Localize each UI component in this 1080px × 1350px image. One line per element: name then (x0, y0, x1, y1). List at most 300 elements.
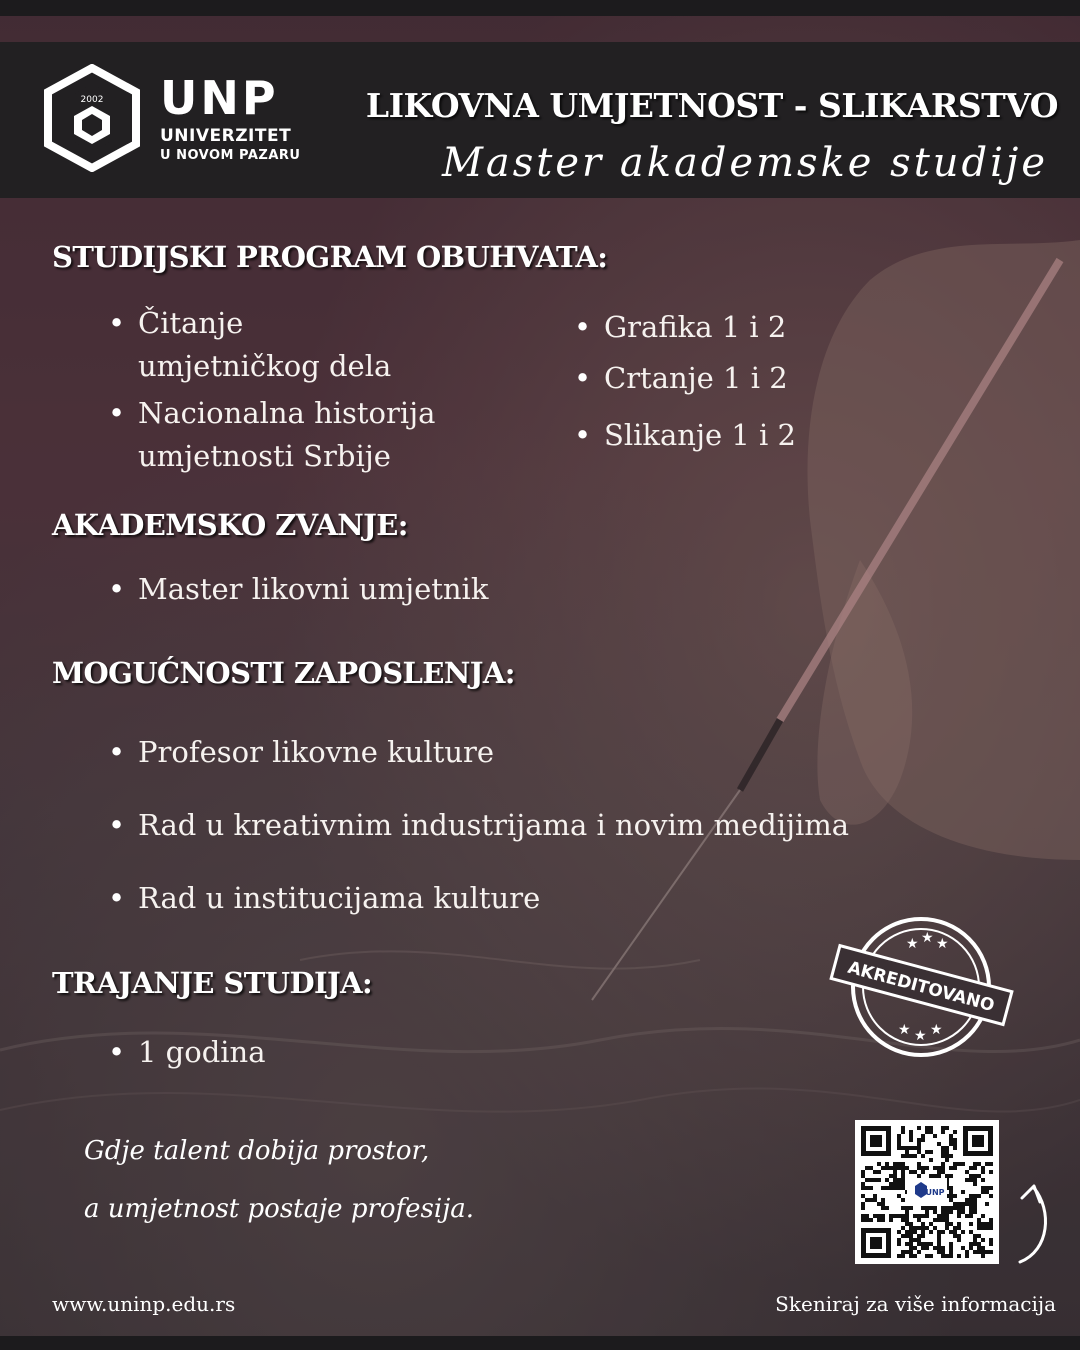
list-item (108, 392, 435, 478)
qr-module (905, 1222, 909, 1226)
qr-module (953, 1130, 957, 1134)
qr-module (937, 1142, 941, 1146)
qr-module (925, 1166, 929, 1170)
qr-module (981, 1186, 985, 1190)
brand-block (160, 71, 301, 163)
qr-module (917, 1126, 921, 1130)
qr-module (961, 1246, 965, 1250)
qr-module (989, 1162, 993, 1166)
qr-module (933, 1206, 937, 1210)
qr-module (973, 1166, 977, 1170)
qr-module (937, 1230, 941, 1234)
qr-module (901, 1198, 905, 1202)
list-item: • Rad u kreativnim industrijama i novim medijima (108, 804, 849, 847)
qr-module (981, 1178, 985, 1182)
qr-module (909, 1238, 913, 1242)
qr-module (905, 1150, 909, 1154)
qr-module (961, 1190, 965, 1194)
qr-module (877, 1214, 881, 1218)
qr-module (953, 1166, 957, 1170)
qr-module (913, 1154, 917, 1158)
qr-module (945, 1218, 949, 1222)
qr-module (897, 1162, 901, 1166)
qr-module (865, 1166, 869, 1170)
qr-module (885, 1186, 889, 1190)
qr-module (969, 1178, 973, 1182)
website-link[interactable]: www.uninp.edu.rs (52, 1292, 236, 1316)
qr-module (929, 1150, 933, 1154)
svg-text:★: ★ (921, 930, 934, 946)
qr-module (957, 1210, 961, 1214)
qr-module (949, 1154, 953, 1158)
qr-module (977, 1218, 981, 1222)
motto-line-1: Gdje talent dobija prostor, (84, 1136, 430, 1166)
qr-module (917, 1234, 921, 1238)
qr-module (917, 1250, 921, 1254)
qr-module (897, 1138, 901, 1142)
qr-module (901, 1226, 905, 1230)
qr-module (909, 1206, 913, 1210)
qr-module (933, 1246, 937, 1250)
qr-module (989, 1242, 993, 1246)
qr-module (973, 1238, 977, 1242)
qr-module (869, 1178, 873, 1182)
qr-module (989, 1250, 993, 1254)
qr-module (941, 1166, 945, 1170)
qr-module (929, 1254, 933, 1258)
qr-module (921, 1222, 925, 1226)
list-item-line-1: Nacionalna historija (138, 396, 436, 430)
qr-module (953, 1230, 957, 1234)
qr-module (969, 1202, 973, 1206)
qr-module (989, 1170, 993, 1174)
qr-module (861, 1202, 865, 1206)
qr-module (873, 1214, 877, 1218)
qr-module (861, 1214, 865, 1218)
program-list-left (108, 302, 435, 478)
logo-year: 2002 (80, 95, 104, 105)
qr-module (905, 1210, 909, 1214)
qr-module (865, 1178, 869, 1182)
qr-module (901, 1146, 905, 1150)
qr-module (921, 1214, 925, 1218)
qr-module (897, 1134, 901, 1138)
accredited-stamp-icon (826, 912, 1016, 1062)
qr-module (881, 1186, 885, 1190)
qr-module (949, 1254, 953, 1258)
jobs-heading: MOGUĆNOSTI ZAPOSLENJA: (52, 656, 515, 690)
qr-module (901, 1182, 905, 1186)
qr-module (989, 1218, 993, 1222)
qr-module (877, 1178, 881, 1182)
qr-module (981, 1254, 985, 1258)
qr-module (969, 1222, 973, 1226)
qr-module (885, 1178, 889, 1182)
qr-module (953, 1226, 957, 1230)
qr-module (917, 1142, 921, 1146)
qr-module (905, 1206, 909, 1210)
qr-module (905, 1166, 909, 1170)
qr-module (925, 1214, 929, 1218)
qr-module (949, 1198, 953, 1202)
qr-module (861, 1218, 865, 1222)
qr-module (969, 1206, 973, 1210)
program-title: LIKOVNA UMJETNOST - SLIKARSTVO (365, 86, 1058, 125)
qr-module (885, 1166, 889, 1170)
qr-module (941, 1246, 945, 1250)
qr-module (945, 1214, 949, 1218)
qr-module (861, 1182, 865, 1186)
qr-module (937, 1218, 941, 1222)
qr-module (957, 1254, 961, 1258)
qr-module (881, 1166, 885, 1170)
qr-module (889, 1182, 893, 1186)
qr-module (925, 1210, 929, 1214)
qr-logo-label: UNP (925, 1188, 945, 1197)
qr-module (925, 1242, 929, 1246)
qr-module (909, 1146, 913, 1150)
qr-module (973, 1182, 977, 1186)
qr-module (949, 1166, 953, 1170)
qr-module (965, 1202, 969, 1206)
qr-module (985, 1186, 989, 1190)
qr-module (969, 1246, 973, 1250)
curved-arrow-icon (1010, 1180, 1060, 1266)
qr-module (981, 1246, 985, 1250)
qr-module (933, 1166, 937, 1170)
qr-module (921, 1154, 925, 1158)
qr-module (889, 1186, 893, 1190)
qr-module (925, 1126, 929, 1130)
list-item: • Master likovni umjetnik (108, 568, 488, 611)
qr-module (941, 1210, 945, 1214)
qr-module (981, 1214, 985, 1218)
qr-module (965, 1198, 969, 1202)
qr-module (961, 1210, 965, 1214)
qr-module (921, 1226, 925, 1230)
qr-module (989, 1226, 993, 1230)
qr-module (949, 1186, 953, 1190)
university-logo-icon (44, 64, 140, 172)
qr-module (957, 1162, 961, 1166)
qr-module (981, 1250, 985, 1254)
qr-module (969, 1194, 973, 1198)
qr-module (949, 1222, 953, 1226)
qr-module (909, 1130, 913, 1134)
qr-module (901, 1206, 905, 1210)
qr-module (929, 1130, 933, 1134)
degree-list (108, 568, 488, 611)
qr-module (873, 1194, 877, 1198)
qr-module (933, 1134, 937, 1138)
qr-module (985, 1226, 989, 1230)
qr-module (869, 1186, 873, 1190)
qr-module (945, 1206, 949, 1210)
qr-module (933, 1218, 937, 1222)
qr-module (957, 1214, 961, 1218)
qr-module (989, 1194, 993, 1198)
qr-module (893, 1166, 897, 1170)
qr-module (861, 1174, 865, 1178)
qr-module (909, 1250, 913, 1254)
qr-module (921, 1242, 925, 1246)
qr-module (881, 1214, 885, 1218)
qr-module (953, 1206, 957, 1210)
qr-module (937, 1238, 941, 1242)
qr-module (901, 1166, 905, 1170)
qr-module (929, 1174, 933, 1178)
qr-module (865, 1198, 869, 1202)
qr-module (913, 1230, 917, 1234)
qr-module (929, 1242, 933, 1246)
qr-module (953, 1234, 957, 1238)
program-heading: STUDIJSKI PROGRAM OBUHVATA: (52, 240, 608, 274)
qr-module (985, 1190, 989, 1194)
qr-module (917, 1218, 921, 1222)
qr-module (945, 1146, 949, 1150)
qr-module (913, 1170, 917, 1174)
qr-module (957, 1206, 961, 1210)
qr-module (977, 1226, 981, 1230)
qr-module (973, 1174, 977, 1178)
qr-module (929, 1222, 933, 1226)
qr-module (897, 1146, 901, 1150)
qr-module (925, 1246, 929, 1250)
list-item: • Slikanje 1 i 2 (574, 414, 796, 457)
qr-module (973, 1206, 977, 1210)
qr-module (933, 1210, 937, 1214)
qr-module (881, 1202, 885, 1206)
qr-module (925, 1150, 929, 1154)
qr-module (909, 1170, 913, 1174)
qr-module (921, 1230, 925, 1234)
svg-text:★: ★ (898, 1022, 911, 1038)
qr-module (885, 1206, 889, 1210)
qr-module (941, 1130, 945, 1134)
qr-code[interactable] (855, 1120, 999, 1264)
qr-module (917, 1166, 921, 1170)
qr-module (897, 1182, 901, 1186)
qr-module (969, 1242, 973, 1246)
qr-module (985, 1250, 989, 1254)
qr-module (909, 1230, 913, 1234)
qr-module (861, 1170, 865, 1174)
qr-module (953, 1202, 957, 1206)
qr-module (917, 1162, 921, 1166)
duration-list (108, 1031, 266, 1074)
stamp-label: AKREDITOVANO (845, 957, 997, 1017)
qr-module (861, 1206, 865, 1210)
qr-module (873, 1170, 877, 1174)
brand-line-2: U NOVOM PAZARU (160, 148, 301, 163)
qr-module (945, 1150, 949, 1154)
qr-module (973, 1178, 977, 1182)
qr-module (989, 1238, 993, 1242)
qr-module (905, 1154, 909, 1158)
qr-module (905, 1242, 909, 1246)
qr-module (973, 1210, 977, 1214)
qr-module (977, 1234, 981, 1238)
qr-module (969, 1210, 973, 1214)
qr-module (949, 1242, 953, 1246)
degree-heading: AKADEMSKO ZVANJE: (52, 508, 408, 542)
qr-module (941, 1170, 945, 1174)
qr-module (953, 1138, 957, 1142)
qr-module (937, 1242, 941, 1246)
qr-module (941, 1254, 945, 1258)
qr-module (921, 1246, 925, 1250)
qr-module (953, 1162, 957, 1166)
qr-module (961, 1162, 965, 1166)
qr-module (901, 1234, 905, 1238)
qr-module (893, 1170, 897, 1174)
qr-module (941, 1150, 945, 1154)
qr-module (949, 1250, 953, 1254)
qr-module (981, 1222, 985, 1226)
qr-module (941, 1206, 945, 1210)
qr-module (877, 1218, 881, 1222)
qr-module (881, 1198, 885, 1202)
list-item (108, 302, 435, 388)
qr-module (977, 1162, 981, 1166)
qr-module (917, 1150, 921, 1154)
qr-module (941, 1214, 945, 1218)
qr-module (909, 1242, 913, 1246)
qr-module (973, 1194, 977, 1198)
qr-module (969, 1230, 973, 1234)
qr-module (917, 1146, 921, 1150)
qr-module (945, 1222, 949, 1226)
svg-text:★: ★ (930, 1022, 943, 1038)
qr-module (877, 1202, 881, 1206)
qr-module (985, 1162, 989, 1166)
list-item-line-2: umjetnosti Srbije (138, 439, 391, 473)
qr-module (929, 1126, 933, 1130)
qr-module (949, 1194, 953, 1198)
qr-module (861, 1186, 865, 1190)
qr-module (985, 1202, 989, 1206)
qr-module (973, 1234, 977, 1238)
qr-module (949, 1138, 953, 1142)
qr-module (929, 1206, 933, 1210)
qr-module (937, 1250, 941, 1254)
qr-module (917, 1138, 921, 1142)
top-strip (0, 0, 1080, 16)
qr-module (901, 1178, 905, 1182)
qr-module (937, 1246, 941, 1250)
qr-module (953, 1142, 957, 1146)
qr-module (921, 1234, 925, 1238)
qr-module (901, 1186, 905, 1190)
qr-module (945, 1226, 949, 1230)
qr-module (985, 1222, 989, 1226)
qr-module (957, 1234, 961, 1238)
qr-module (933, 1174, 937, 1178)
qr-module (969, 1198, 973, 1202)
qr-module (957, 1238, 961, 1242)
qr-module (977, 1222, 981, 1226)
qr-module (893, 1162, 897, 1166)
qr-module (921, 1170, 925, 1174)
list-item-line-1: Čitanje (138, 306, 244, 340)
qr-module (897, 1186, 901, 1190)
qr-module (965, 1214, 969, 1218)
qr-module (921, 1166, 925, 1170)
qr-module (977, 1246, 981, 1250)
qr-module (917, 1238, 921, 1242)
qr-module (949, 1190, 953, 1194)
qr-module (961, 1230, 965, 1234)
qr-module (897, 1214, 901, 1218)
qr-module (869, 1198, 873, 1202)
qr-module (921, 1134, 925, 1138)
qr-module (977, 1250, 981, 1254)
qr-module (965, 1254, 969, 1258)
qr-module (889, 1174, 893, 1178)
qr-module (981, 1226, 985, 1230)
qr-module (945, 1154, 949, 1158)
qr-module (905, 1230, 909, 1234)
qr-module (989, 1222, 993, 1226)
qr-module (973, 1162, 977, 1166)
qr-module (973, 1242, 977, 1246)
qr-module (885, 1162, 889, 1166)
qr-module (929, 1158, 933, 1162)
qr-module (941, 1230, 945, 1234)
scan-text: Skeniraj za više informacija (775, 1292, 1056, 1316)
qr-module (901, 1154, 905, 1158)
qr-module (897, 1166, 901, 1170)
list-item: • 1 godina (108, 1031, 266, 1074)
qr-module (945, 1174, 949, 1178)
program-subtitle: Master akademske studije (441, 140, 1048, 186)
qr-module (981, 1166, 985, 1170)
qr-module (981, 1238, 985, 1242)
qr-module (869, 1166, 873, 1170)
qr-module (977, 1174, 981, 1178)
qr-module (865, 1218, 869, 1222)
qr-module (937, 1170, 941, 1174)
qr-module (901, 1214, 905, 1218)
qr-module (949, 1174, 953, 1178)
qr-module (877, 1162, 881, 1166)
qr-module (969, 1166, 973, 1170)
qr-module (933, 1226, 937, 1230)
qr-module (937, 1174, 941, 1178)
qr-module (921, 1138, 925, 1142)
qr-module (901, 1162, 905, 1166)
qr-module (901, 1174, 905, 1178)
qr-module (909, 1234, 913, 1238)
list-item: • Profesor likovne kulture (108, 731, 849, 774)
svg-text:★: ★ (936, 936, 949, 952)
qr-module (909, 1226, 913, 1230)
qr-module (965, 1178, 969, 1182)
qr-module (917, 1226, 921, 1230)
qr-module (901, 1130, 905, 1134)
qr-module (893, 1178, 897, 1182)
qr-module (957, 1222, 961, 1226)
qr-module (897, 1194, 901, 1198)
qr-module (905, 1250, 909, 1254)
qr-module (949, 1230, 953, 1234)
qr-module (925, 1226, 929, 1230)
qr-module (913, 1246, 917, 1250)
qr-module (945, 1126, 949, 1130)
qr-module (889, 1214, 893, 1218)
qr-module (909, 1154, 913, 1158)
qr-module (949, 1206, 953, 1210)
